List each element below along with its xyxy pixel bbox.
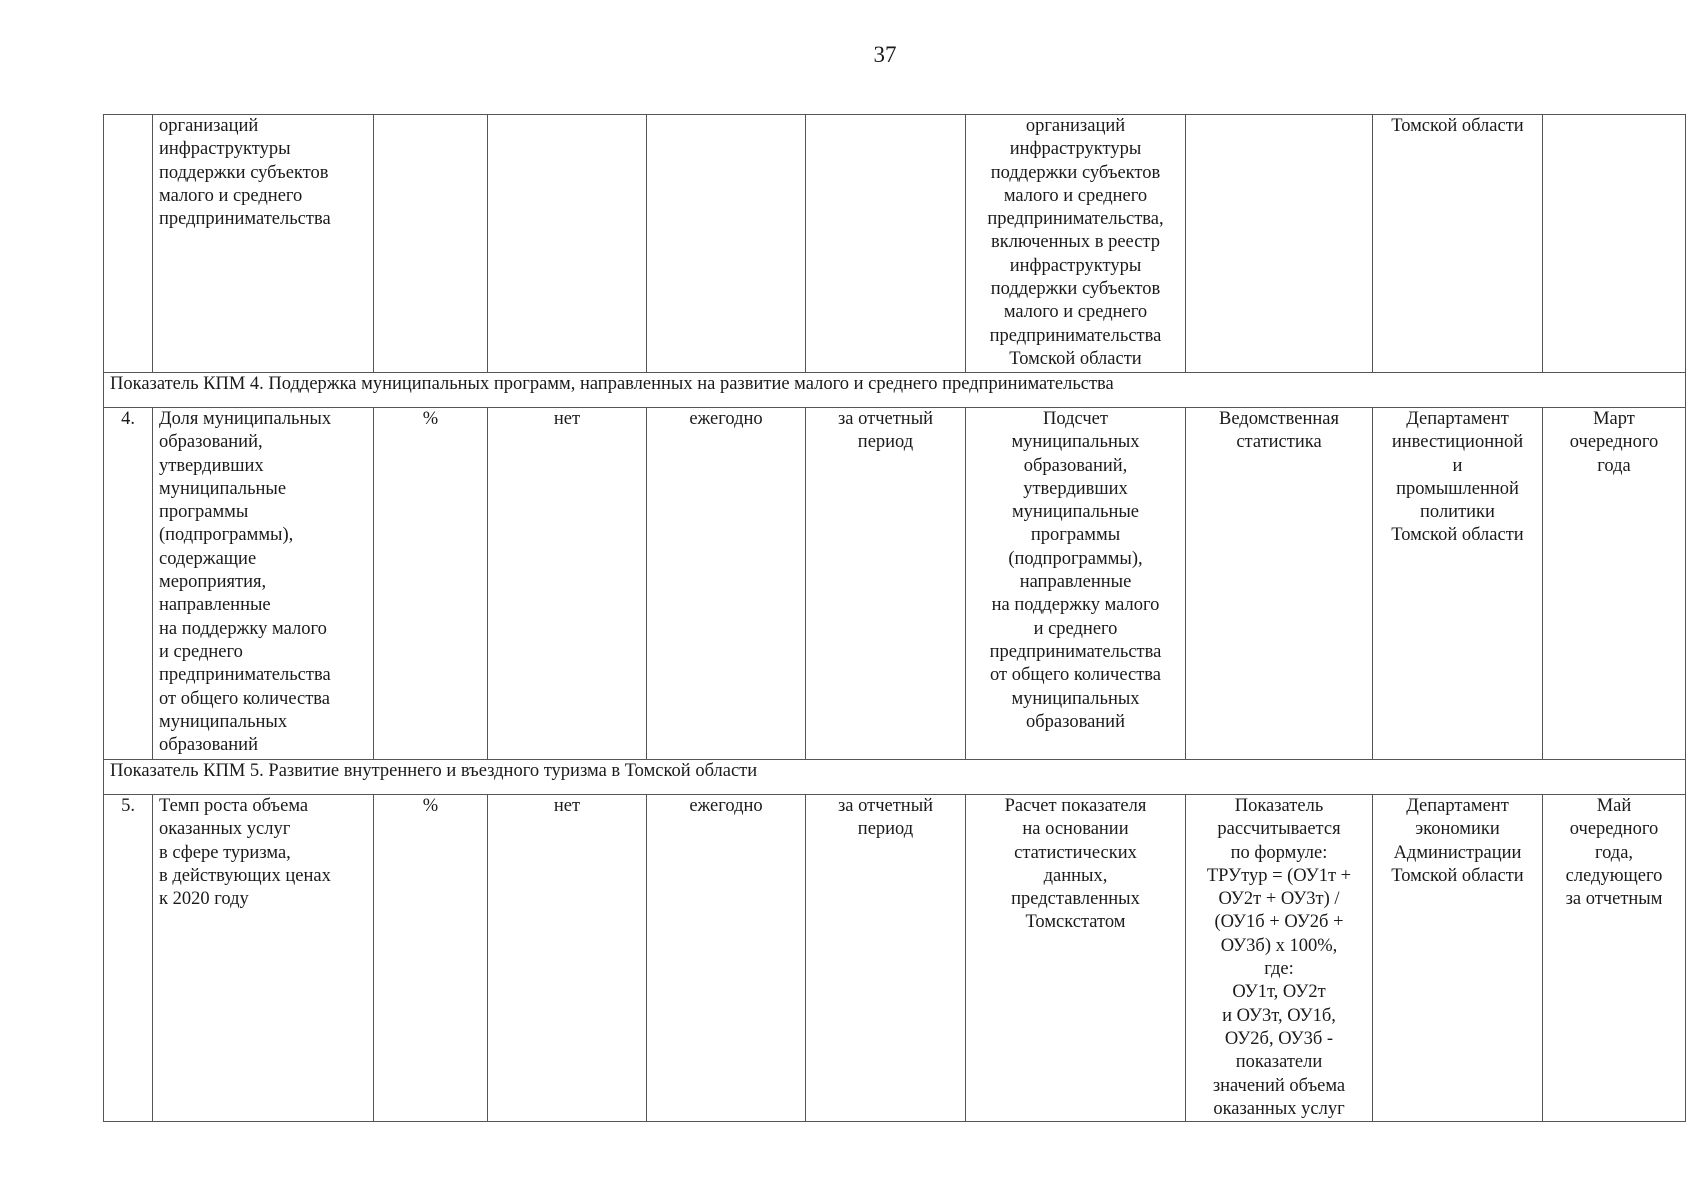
row-number-cell: 5. [104, 795, 153, 1122]
periodicity-cell: ежегодно [647, 408, 806, 760]
indicator-name-cell: Доля муниципальных образований, утвердивших муниципальные программы (подпрограммы), содержащие мероприятия, направленные на поддержку малого и среднего предпринимательства от общего количества муниципальных образований [153, 408, 374, 760]
source-cell: Показатель рассчитывается по формуле: ТРУтур = (ОУ1т + ОУ2т + ОУ3т) / (ОУ1б + ОУ2б + ОУ3б) х 100%, где: ОУ1т, ОУ2т и ОУ3т, ОУ1б, ОУ2б, ОУ3б - показатели значений объема оказанных услуг [1186, 795, 1373, 1122]
indicator-name-cell: Темп роста объема оказанных услуг в сфере туризма, в действующих ценах к 2020 году [153, 795, 374, 1122]
periodicity-cell: ежегодно [647, 795, 806, 1122]
method-cell: Расчет показателя на основании статистических данных, представленных Томскстатом [966, 795, 1186, 1122]
type-cell: за отчетный период [806, 408, 966, 760]
periodicity-cell [647, 115, 806, 373]
method-cell: Подсчет муниципальных образований, утвердивших муниципальные программы (подпрограммы), направленные на поддержку малого и среднего предпринимательства от общего количества муниципальных образований [966, 408, 1186, 760]
source-cell [1186, 115, 1373, 373]
indicator-name-cell: организаций инфраструктуры поддержки субъектов малого и среднего предпринимательства [153, 115, 374, 373]
section-heading: Показатель КПМ 5. Развитие внутреннего и въездного туризма в Томской области [104, 760, 1686, 795]
method-cell: организаций инфраструктуры поддержки субъектов малого и среднего предпринимательства, включенных в реестр инфраструктуры поддержки субъектов малого и среднего предпринимательства Томской области [966, 115, 1186, 373]
deadline-cell: Март очередного года [1543, 408, 1686, 760]
row-number-cell [104, 115, 153, 373]
table-row-4 [104, 408, 1686, 760]
type-cell [806, 115, 966, 373]
unit-cell: % [374, 408, 488, 760]
section-row-4 [104, 373, 1686, 408]
type-cell: за отчетный период [806, 795, 966, 1122]
responsible-cell: Департамент экономики Администрации Томской области [1373, 795, 1543, 1122]
indicators-table [103, 114, 1686, 1122]
table-row-5 [104, 795, 1686, 1122]
unit-cell [374, 115, 488, 373]
decline-cell [488, 115, 647, 373]
source-cell: Ведомственная статистика [1186, 408, 1373, 760]
page-number: 37 [873, 42, 897, 67]
responsible-cell: Томской области [1373, 115, 1543, 373]
unit-cell: % [374, 795, 488, 1122]
table-row-continued [104, 115, 1686, 373]
deadline-cell [1543, 115, 1686, 373]
deadline-cell: Май очередного года, следующего за отчетным [1543, 795, 1686, 1122]
responsible-cell: Департамент инвестиционной и промышленной политики Томской области [1373, 408, 1543, 760]
decline-cell: нет [488, 795, 647, 1122]
row-number-cell: 4. [104, 408, 153, 760]
decline-cell: нет [488, 408, 647, 760]
section-heading: Показатель КПМ 4. Поддержка муниципальных программ, направленных на развитие малого и среднего предпринимательства [104, 373, 1686, 408]
section-row-5 [104, 760, 1686, 795]
